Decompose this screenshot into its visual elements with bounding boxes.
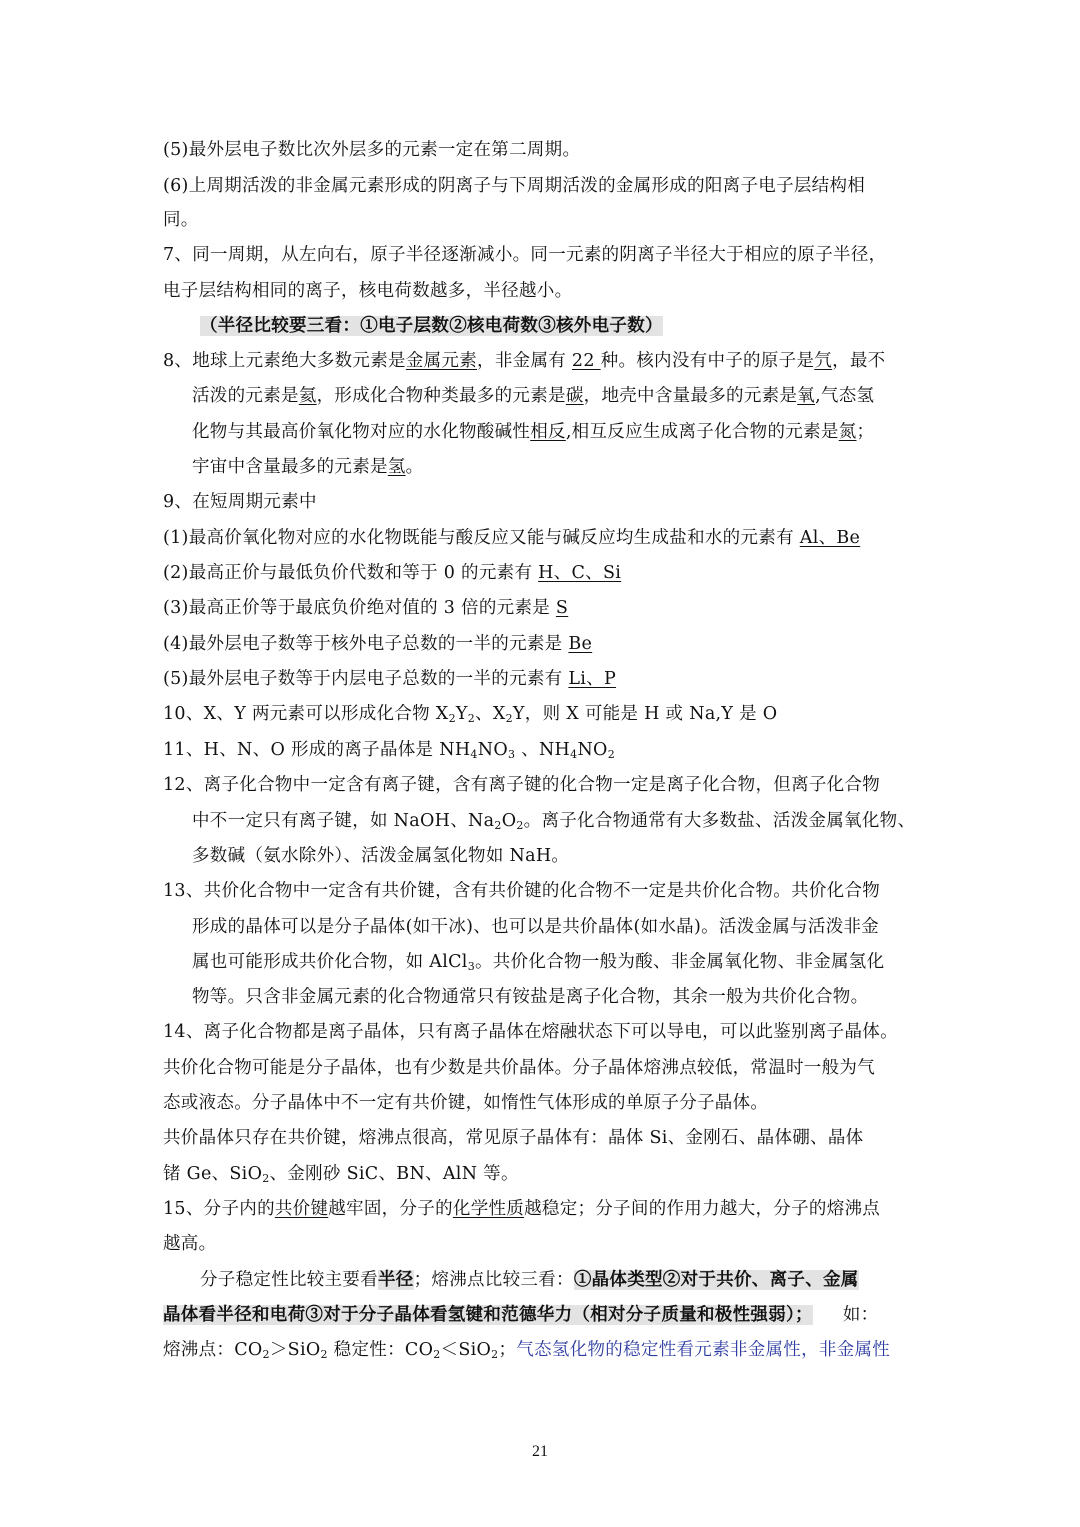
text-line: 多数碱（氨水除外）、活泼金属氢化物如 NaH。	[192, 846, 570, 866]
underlined-answer: Be	[568, 634, 593, 654]
underlined-answer: 氦	[298, 386, 317, 406]
underlined-answer: 相反	[530, 422, 566, 442]
underlined-answer: Li、P	[568, 669, 617, 689]
underlined-answer: 氮	[838, 422, 857, 442]
underlined-answer: Al、Be	[799, 528, 861, 548]
text-line: 形成的晶体可以是分子晶体(如干冰)、也可以是共价晶体(如水晶)。活泼金属与活泼非金	[192, 917, 880, 937]
text-line: 11、H、N、O 形成的离子晶体是 $NH_4NO_3$ 、$NH_4NO_2$	[163, 740, 616, 761]
underlined-answer: 金属元素	[405, 351, 478, 371]
underlined-answer: 氢	[387, 457, 406, 477]
text-line: 同。	[163, 210, 199, 230]
highlight-text: 晶体看半径和电荷③对于分子晶体看氢键和范德华力（相对分子质量和极性强弱）；	[163, 1305, 813, 1325]
text-line: 越高。	[163, 1234, 217, 1254]
text-line: 熔沸点：$CO_2>SiO_2$ 稳定性：$CO_2<SiO_2$；气态氢化物的稳定性看元素非金属性，非金属性	[163, 1340, 891, 1361]
underlined-answer: 氧	[797, 386, 816, 406]
highlighted-note	[200, 314, 960, 338]
text-line: (1)最高价氧化物对应的水化物既能与酸反应又能与碱反应均生成盐和水的元素有 Al、Be	[163, 528, 861, 548]
text-line: 共价晶体只存在共价键，熔沸点很高，常见原子晶体有：晶体 Si、金刚石、晶体硼、晶体	[163, 1128, 864, 1148]
text-line: 活泼的元素是氦，形成化合物种类最多的元素是碳，地壳中含量最多的元素是氧,气态氢	[192, 386, 875, 406]
text-line: (6)上周期活泼的非金属元素形成的阴离子与下周期活泼的金属形成的阳离子电子层结构相	[163, 176, 866, 196]
underlined-answer: 22	[571, 351, 601, 371]
text-line: 态或液态。分子晶体中不一定有共价键，如惰性气体形成的单原子分子晶体。	[163, 1093, 769, 1113]
text-line: 电子层结构相同的离子，核电荷数越多，半径越小。	[163, 281, 573, 301]
text-line: 14、离子化合物都是离子晶体，只有离子晶体在熔融状态下可以导电，可以此鉴别离子晶体。	[163, 1022, 898, 1042]
underlined-answer: 碳	[565, 386, 584, 406]
text-line: 12、离子化合物中一定含有离子键，含有离子键的化合物一定是离子化合物，但离子化合物	[163, 775, 881, 795]
text-line: 宇宙中含量最多的元素是氢。	[192, 457, 424, 477]
blue-note: 气态氢化物的稳定性看元素非金属性，非金属性	[516, 1340, 891, 1360]
highlight-text: 半径	[378, 1270, 414, 1290]
text-line: 13、共价化合物中一定含有共价键，含有共价键的化合物不一定是共价化合物。共价化合物	[163, 881, 881, 901]
text-line: 分子稳定性比较主要看半径；熔沸点比较三看：①晶体类型②对于共价、离子、金属	[200, 1270, 859, 1290]
text-line: 晶体看半径和电荷③对于分子晶体看氢键和范德华力（相对分子质量和极性强弱）； 如：	[163, 1305, 879, 1325]
text-line: 属也可能形成共价化合物，如 AlCl$_3$。共价化合物一般为酸、非金属氧化物、非金属氢化	[192, 952, 885, 973]
underlined-answer: S	[555, 598, 569, 618]
text-line: (5)最外层电子数等于内层电子总数的一半的元素有 Li、P	[163, 669, 617, 689]
text-line: (3)最高正价等于最底负价绝对值的 3 倍的元素是 S	[163, 598, 569, 618]
text-line: 共价化合物可能是分子晶体，也有少数是共价晶体。分子晶体熔沸点较低，常温时一般为气	[163, 1058, 875, 1078]
highlight-text: ①晶体类型②对于共价、离子、金属	[573, 1270, 859, 1290]
underlined-answer: 氕	[814, 351, 833, 371]
text-line: 8、地球上元素绝大多数元素是金属元素，非金属有 22 种。核内没有中子的原子是氕，最不	[163, 351, 886, 371]
text-line: (2)最高正价与最低负价代数和等于 0 的元素有 H、C、Si	[163, 563, 622, 583]
text-line: (5)最外层电子数比次外层多的元素一定在第二周期。	[163, 140, 581, 160]
text-line: 锗 Ge、SiO$_2$、金刚砂 SiC、BN、AlN 等。	[163, 1164, 519, 1185]
underlined-answer: H、C、Si	[538, 563, 622, 583]
underlined-answer: 共价键	[274, 1199, 329, 1219]
page-number: 21	[532, 1443, 548, 1460]
text-line: (4)最外层电子数等于核外电子总数的一半的元素是 Be	[163, 634, 593, 654]
highlight-text: （半径比较要三看：①电子层数②核电荷数③核外电子数）	[200, 316, 663, 336]
text-line: 中不一定只有离子键，如 NaOH、$Na_2O_2$。离子化合物通常有大多数盐、活泼金属氧化物、	[192, 811, 916, 832]
text-line: 物等。只含非金属元素的化合物通常只有铵盐是离子化合物，其余一般为共价化合物。	[192, 987, 869, 1007]
text-line: 10、X、Y 两元素可以形成化合物 $X_2Y_2$、$X_2Y$，则 X 可能是 H 或 Na,Y 是 O	[163, 704, 778, 725]
text-line: 9、在短周期元素中	[163, 492, 317, 512]
text-line: 15、分子内的共价键越牢固，分子的化学性质越稳定；分子间的作用力越大，分子的熔沸点	[163, 1199, 881, 1219]
text-line: 化物与其最高价氧化物对应的水化物酸碱性相反,相互反应生成离子化合物的元素是氮；	[192, 422, 875, 442]
text-line: 7、同一周期，从左向右，原子半径逐渐减小。同一元素的阴离子半径大于相应的原子半径，	[163, 245, 887, 265]
underlined-answer: 化学性质	[452, 1199, 525, 1219]
